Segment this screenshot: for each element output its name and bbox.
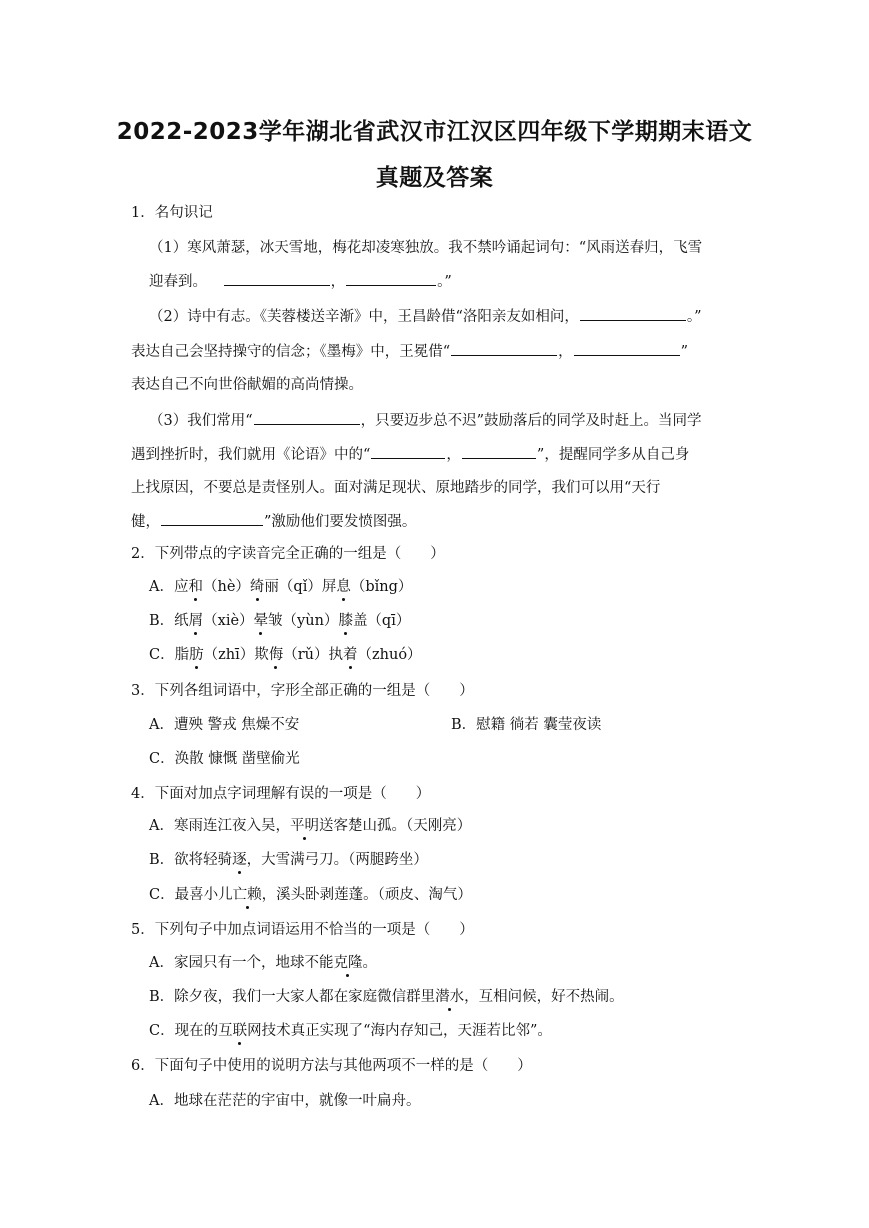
fill-blank[interactable] bbox=[462, 444, 536, 459]
q1-heading: 1．名句识记 bbox=[131, 205, 213, 221]
q6-option-a: A．地球在茫茫的宇宙中，就像一叶扁舟。 bbox=[149, 1093, 421, 1109]
exam-title-line2: 真题及答案 bbox=[375, 165, 494, 191]
fill-blank[interactable] bbox=[224, 271, 330, 286]
q5-heading: 5．下列句子中加点词语运用不恰当的一项是（ ） bbox=[131, 922, 474, 938]
q2-heading: 2．下列带点的字读音完全正确的一组是（ ） bbox=[131, 546, 445, 562]
q1-part3-line1: （3）我们常用“ ，只要迈步总不迟”鼓励落后的同学及时赶上。当同学 bbox=[149, 410, 702, 431]
q3-option-c: C．涣散 慷慨 凿壁偷光 bbox=[149, 751, 300, 767]
q1-part3-line2: 遇到挫折时，我们就用《论语》中的“ ， ”，提醒同学多从自己身 bbox=[131, 444, 689, 465]
q6-heading: 6．下面句子中使用的说明方法与其他两项不一样的是（ ） bbox=[131, 1058, 532, 1074]
q1-part2-line2: 表达自己会坚持操守的信念；《墨梅》中，王冕借“ ， ” bbox=[131, 341, 688, 362]
q3-heading: 3．下列各组词语中，字形全部正确的一组是（ ） bbox=[131, 683, 474, 699]
q4-heading: 4．下面对加点字词理解有误的一项是（ ） bbox=[131, 786, 431, 802]
q5-option-a: A．家园只有一个，地球不能克隆。 bbox=[149, 955, 377, 971]
q5-option-b: B．除夕夜，我们一大家人都在家庭微信群里潜水，互相问候，好不热闹。 bbox=[149, 989, 624, 1005]
q1-part1-line2: 迎春到。 ， 。” bbox=[149, 271, 452, 292]
fill-blank[interactable] bbox=[254, 410, 360, 425]
q2-option-b: B．纸屑（xiè）晕皱（yùn）膝盖（qī） bbox=[149, 613, 411, 629]
fill-blank[interactable] bbox=[574, 341, 680, 356]
fill-blank[interactable] bbox=[346, 271, 436, 286]
fill-blank[interactable] bbox=[371, 444, 445, 459]
q1-part3-line4: 健， ”激励他们要发愤图强。 bbox=[131, 511, 416, 532]
q2-option-c: C．脂肪（zhī）欺侮（rǔ）执着（zhuó） bbox=[149, 647, 422, 663]
q3-option-b: B．慰籍 徜若 囊莹夜读 bbox=[451, 717, 602, 733]
exam-title-line1: 2022-2023学年湖北省武汉市江汉区四年级下学期期末语文 bbox=[116, 119, 753, 145]
q1-part1-line1: （1）寒风萧瑟，冰天雪地，梅花却凌寒独放。我不禁吟诵起词句：“风雨送春归，飞雪 bbox=[149, 240, 703, 256]
q4-option-b: B．欲将轻骑逐，大雪满弓刀。（两腿跨坐） bbox=[149, 852, 428, 868]
q1-part2-line1: （2）诗中有志。《芙蓉楼送辛渐》中，王昌龄借“洛阳亲友如相问， 。” bbox=[149, 306, 702, 327]
q5-option-c: C．现在的互联网技术真正实现了“海内存知己，天涯若比邻”。 bbox=[149, 1023, 552, 1039]
q4-option-c: C．最喜小儿亡赖，溪头卧剥莲蓬。（顽皮、淘气） bbox=[149, 887, 472, 903]
q4-option-a: A．寒雨连江夜入吴，平明送客楚山孤。（天刚亮） bbox=[149, 818, 472, 834]
fill-blank[interactable] bbox=[580, 306, 686, 321]
q3-option-a: A．遭殃 警戎 焦燥不安 bbox=[149, 717, 300, 733]
fill-blank[interactable] bbox=[161, 511, 263, 526]
q1-part3-line3: 上找原因，不要总是责怪别人。面对满足现状、原地踏步的同学，我们可以用“天行 bbox=[131, 480, 661, 496]
q1-part2-line3: 表达自己不向世俗献媚的高尚情操。 bbox=[131, 377, 363, 393]
q2-option-a: A．应和（hè）绮丽（qǐ）屏息（bǐng） bbox=[149, 579, 413, 595]
fill-blank[interactable] bbox=[451, 341, 557, 356]
